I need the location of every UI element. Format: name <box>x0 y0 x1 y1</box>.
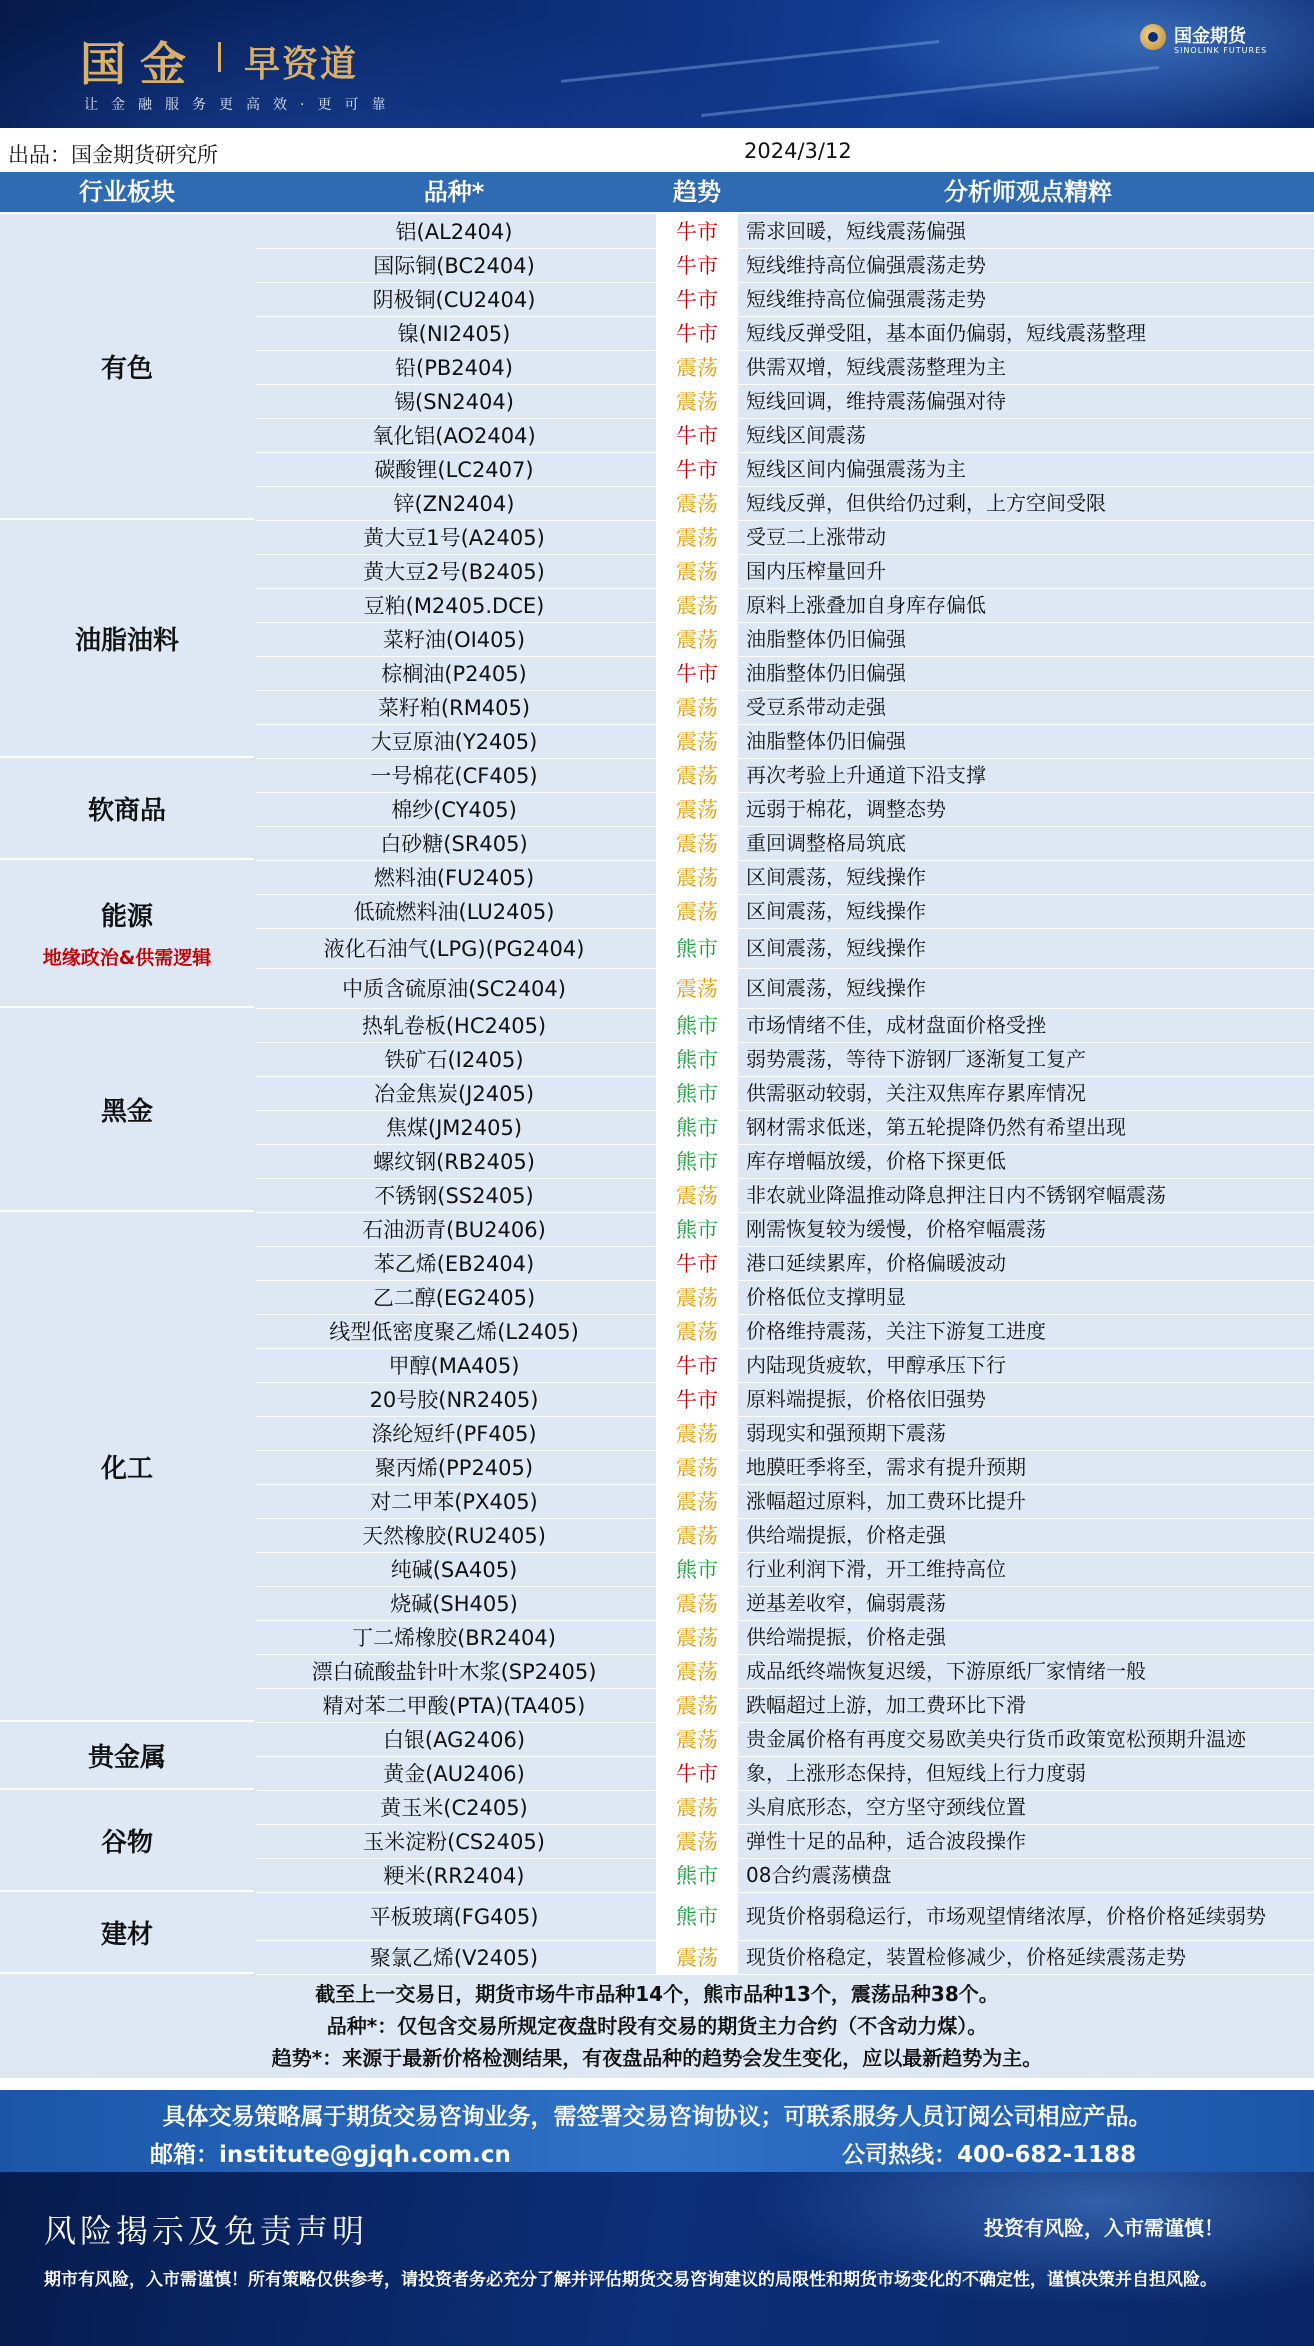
trend-cell: 震荡 <box>656 724 738 758</box>
logo-coin-icon <box>1140 24 1166 50</box>
trend-cell: 震荡 <box>656 384 738 418</box>
contact-bar <box>0 2090 1314 2172</box>
trend-cell: 震荡 <box>656 792 738 826</box>
view-cell: 受豆二上涨带动 <box>746 524 886 549</box>
trend-cell: 牛市 <box>656 1756 738 1790</box>
trend-cell: 震荡 <box>656 554 738 588</box>
trend-cell: 牛市 <box>656 1382 738 1416</box>
trend-cell: 熊市 <box>656 1110 738 1144</box>
table-row <box>256 724 1314 759</box>
trend-cell: 牛市 <box>656 1348 738 1382</box>
sector-name: 油脂油料 <box>74 625 179 656</box>
trend-cell: 震荡 <box>656 588 738 622</box>
trend-cell: 牛市 <box>656 316 738 350</box>
table-row <box>256 588 1314 623</box>
view-cell: 贵金属价格有再度交易欧美央行货币政策宽松预期升温迹 <box>746 1726 1246 1751</box>
trend-cell: 震荡 <box>656 826 738 860</box>
view-cell: 短线回调，维持震荡偏强对待 <box>746 388 1006 413</box>
view-cell: 原料上涨叠加自身库存偏低 <box>746 592 986 617</box>
report-date: 2024/3/12 <box>744 139 852 163</box>
table-row <box>256 350 1314 385</box>
banner-decoration <box>561 40 939 83</box>
table-row <box>256 1722 1314 1757</box>
disclaimer-text: 期市有风险，入市需谨慎！所有策略仅供参考，请投资者务必充分了解并评估期货交易咨询建议的局限性和期货市场变化的不确定性，谨慎决策并自担风险。 <box>44 2270 1217 2290</box>
view-cell: 受豆系带动走强 <box>746 694 886 719</box>
table-row <box>256 1518 1314 1553</box>
view-cell: 短线维持高位偏强震荡走势 <box>746 252 986 277</box>
sector-cell <box>0 1212 254 1722</box>
product-cell: 粳米(RR2404) <box>383 1864 525 1888</box>
table-row <box>256 1620 1314 1655</box>
table-row <box>256 248 1314 283</box>
trend-cell: 熊市 <box>656 1042 738 1076</box>
table-row <box>256 1246 1314 1281</box>
table-row <box>256 520 1314 555</box>
sector-name: 黑金 <box>100 1096 153 1127</box>
product-cell: 黄大豆1号(A2405) <box>363 526 545 550</box>
table-row <box>256 826 1314 861</box>
trend-cell: 震荡 <box>656 1450 738 1484</box>
view-cell: 供给端提振，价格走强 <box>746 1522 946 1547</box>
trend-cell: 熊市 <box>656 1552 738 1586</box>
view-cell: 国内压榨量回升 <box>746 558 886 583</box>
view-cell: 油脂整体仍旧偏强 <box>746 660 906 685</box>
view-cell: 短线反弹受阻，基本面仍偏弱，短线震荡整理 <box>746 320 1146 345</box>
product-cell: 焦煤(JM2405) <box>385 1116 523 1140</box>
view-cell: 价格低位支撑明显 <box>746 1284 906 1309</box>
view-cell: 短线维持高位偏强震荡走势 <box>746 286 986 311</box>
sector-name: 有色 <box>100 353 153 384</box>
view-cell: 原料端提振，价格依旧强势 <box>746 1386 986 1411</box>
consulting-notice: 具体交易策略属于期货交易咨询业务，需签署交易咨询协议；可联系服务人员订阅公司相应产品。 <box>162 2104 1152 2130</box>
view-cell: 供给端提振，价格走强 <box>746 1624 946 1649</box>
trend-cell: 震荡 <box>656 1586 738 1620</box>
table-row <box>256 384 1314 419</box>
sector-name: 化工 <box>100 1453 153 1484</box>
table-header <box>0 172 1314 212</box>
view-cell: 钢材需求低迷，第五轮提降仍然有希望出现 <box>746 1114 1126 1139</box>
table-row <box>256 1042 1314 1077</box>
product-cell: 黄大豆2号(B2405) <box>363 560 545 584</box>
product-cell: 镍(NI2405) <box>397 322 511 346</box>
product-cell: 中质含硫原油(SC2404) <box>342 977 566 1001</box>
table-row <box>256 452 1314 487</box>
view-cell: 头肩底形态，空方坚守颈线位置 <box>746 1794 1026 1819</box>
trend-cell: 牛市 <box>656 656 738 690</box>
table-row <box>256 1212 1314 1247</box>
trend-cell: 震荡 <box>656 1790 738 1824</box>
product-cell: 螺纹钢(RB2405) <box>373 1150 535 1174</box>
table-row <box>256 1280 1314 1315</box>
sector-name: 软商品 <box>87 795 166 826</box>
trend-cell: 震荡 <box>656 520 738 554</box>
table-row <box>256 928 1314 969</box>
view-cell: 区间震荡，短线操作 <box>746 864 926 889</box>
table-row <box>256 1178 1314 1213</box>
trend-cell: 震荡 <box>656 1314 738 1348</box>
product-cell: 聚氯乙烯(V2405) <box>369 1946 539 1970</box>
view-cell: 刚需恢复较为缓慢，价格窄幅震荡 <box>746 1216 1046 1241</box>
product-cell: 玉米淀粉(CS2405) <box>363 1830 545 1854</box>
trend-cell: 震荡 <box>656 1280 738 1314</box>
company-logo <box>1140 20 1290 60</box>
view-cell: 区间震荡，短线操作 <box>746 935 926 960</box>
brand-name: 国金 <box>80 37 200 91</box>
trend-cell: 熊市 <box>656 1076 738 1110</box>
view-cell: 现货价格弱稳运行，市场观望情绪浓厚，价格价格延续弱势 <box>746 1903 1266 1928</box>
view-cell: 跌幅超过上游，加工费环比下滑 <box>746 1692 1026 1717</box>
product-cell: 不锈钢(SS2405) <box>374 1184 534 1208</box>
product-cell: 聚丙烯(PP2405) <box>374 1456 534 1480</box>
view-cell: 需求回暖，短线震荡偏强 <box>746 218 966 243</box>
product-cell: 豆粕(M2405.DCE) <box>363 594 545 618</box>
sector-name: 谷物 <box>100 1827 153 1858</box>
product-cell: 铁矿石(I2405) <box>384 1048 524 1072</box>
product-cell: 烧碱(SH405) <box>390 1592 518 1616</box>
product-cell: 菜籽油(OI405) <box>382 628 526 652</box>
sector-note: 地缘政治&供需逻辑 <box>42 947 212 969</box>
sector-cell <box>0 1892 254 1974</box>
trend-cell: 熊市 <box>656 1892 738 1940</box>
table-row <box>256 1586 1314 1621</box>
table-row <box>256 1008 1314 1043</box>
view-cell: 市场情绪不佳，成材盘面价格受挫 <box>746 1012 1046 1037</box>
view-cell: 行业利润下滑，开工维持高位 <box>746 1556 1006 1581</box>
info-bar <box>0 134 1314 168</box>
view-cell: 弱势震荡，等待下游钢厂逐渐复工复产 <box>746 1046 1086 1071</box>
product-cell: 对二甲苯(PX405) <box>370 1490 538 1514</box>
view-cell: 区间震荡，短线操作 <box>746 898 926 923</box>
trend-cell: 震荡 <box>656 1688 738 1722</box>
trend-cell: 牛市 <box>656 1246 738 1280</box>
product-cell: 精对苯二甲酸(PTA)(TA405) <box>322 1694 586 1718</box>
view-cell: 油脂整体仍旧偏强 <box>746 728 906 753</box>
summary-line: 趋势*：来源于最新价格检测结果，有夜盘品种的趋势会发生变化，应以最新趋势为主。 <box>271 2046 1043 2070</box>
trend-cell: 震荡 <box>656 1940 738 1974</box>
trend-cell: 牛市 <box>656 248 738 282</box>
view-cell: 供需驱动较弱，关注双焦库存累库情况 <box>746 1080 1086 1105</box>
sector-cell <box>0 1790 254 1892</box>
table-row <box>256 316 1314 351</box>
view-cell: 再次考验上升通道下沿支撑 <box>746 762 986 787</box>
trend-cell: 震荡 <box>656 1824 738 1858</box>
table-row <box>256 214 1314 249</box>
contact-email[interactable]: 邮箱：institute@gjqh.com.cn <box>150 2142 511 2168</box>
trend-cell: 震荡 <box>656 1722 738 1756</box>
trend-cell: 震荡 <box>656 1620 738 1654</box>
table-row <box>256 1076 1314 1111</box>
product-cell: 碳酸锂(LC2407) <box>374 458 534 482</box>
sector-cell <box>0 860 254 1008</box>
view-cell: 涨幅超过原料，加工费环比提升 <box>746 1488 1026 1513</box>
table-row <box>256 1348 1314 1383</box>
product-cell: 液化石油气(LPG)(PG2404) <box>323 937 585 961</box>
table-row <box>256 1416 1314 1451</box>
producer-label: 出品：国金期货研究所 <box>8 143 218 167</box>
product-cell: 乙二醇(EG2405) <box>372 1286 536 1310</box>
summary-line: 品种*：仅包含交易所规定夜盘时段有交易的期货主力合约（不含动力煤）。 <box>326 2014 988 2038</box>
trend-cell: 熊市 <box>656 1858 738 1892</box>
view-cell: 短线区间震荡 <box>746 422 866 447</box>
view-cell: 08合约震荡横盘 <box>746 1862 892 1887</box>
product-cell: 涤纶短纤(PF405) <box>371 1422 537 1446</box>
product-cell: 白砂糖(SR405) <box>380 832 528 856</box>
view-cell: 弹性十足的品种，适合波段操作 <box>746 1828 1026 1853</box>
table-row <box>256 1824 1314 1859</box>
table-row <box>256 1450 1314 1485</box>
trend-cell: 震荡 <box>656 894 738 928</box>
product-cell: 纯碱(SA405) <box>390 1558 518 1582</box>
product-cell: 白银(AG2406) <box>382 1728 526 1752</box>
column-header-sector: 行业板块 <box>79 178 175 206</box>
table-body <box>0 214 1314 2078</box>
trend-cell: 熊市 <box>656 1008 738 1042</box>
view-cell: 逆基差收窄，偏弱震荡 <box>746 1590 946 1615</box>
table-row <box>256 1314 1314 1349</box>
table-row <box>256 486 1314 521</box>
product-cell: 铅(PB2404) <box>395 356 513 380</box>
view-cell: 弱现实和强预期下震荡 <box>746 1420 946 1445</box>
product-cell: 丁二烯橡胶(BR2404) <box>352 1626 556 1650</box>
banner-decoration <box>701 66 1159 117</box>
table-row <box>256 282 1314 317</box>
product-cell: 低硫燃料油(LU2405) <box>353 900 555 924</box>
trend-cell: 震荡 <box>656 758 738 792</box>
table-row <box>256 554 1314 589</box>
view-cell: 非农就业降温推动降息押注日内不锈钢窄幅震荡 <box>746 1182 1166 1207</box>
view-cell: 象，上涨形态保持，但短线上行力度弱 <box>746 1760 1086 1785</box>
table-row <box>256 1892 1314 1941</box>
trend-cell: 震荡 <box>656 486 738 520</box>
table-row <box>256 1858 1314 1893</box>
view-cell: 成品纸终端恢复迟缓，下游原纸厂家情绪一般 <box>746 1658 1146 1683</box>
sector-name: 建材 <box>100 1919 153 1950</box>
view-cell: 重回调整格局筑底 <box>746 830 906 855</box>
trend-cell: 震荡 <box>656 860 738 894</box>
trend-cell: 震荡 <box>656 1178 738 1212</box>
product-cell: 冶金焦炭(J2405) <box>373 1082 535 1106</box>
table-row <box>256 1382 1314 1417</box>
table-row <box>256 690 1314 725</box>
product-cell: 锡(SN2404) <box>394 390 514 414</box>
product-cell: 阴极铜(CU2404) <box>372 288 536 312</box>
header-banner <box>0 0 1314 128</box>
risk-slogan: 投资有风险，入市需谨慎！ <box>984 2216 1224 2240</box>
product-cell: 棕榈油(P2405) <box>381 662 527 686</box>
table-row <box>256 894 1314 929</box>
trend-cell: 震荡 <box>656 350 738 384</box>
table-row <box>256 656 1314 691</box>
product-cell: 黄玉米(C2405) <box>380 1796 528 1820</box>
table-row <box>256 1790 1314 1825</box>
table-row <box>256 622 1314 657</box>
column-header-trend: 趋势 <box>673 178 721 206</box>
view-cell: 短线反弹，但供给仍过剩，上方空间受限 <box>746 490 1106 515</box>
table-row <box>256 1688 1314 1723</box>
product-cell: 天然橡胶(RU2405) <box>362 1524 546 1548</box>
product-cell: 国际铜(BC2404) <box>373 254 535 278</box>
sector-cell <box>0 1722 254 1790</box>
product-cell: 大豆原油(Y2405) <box>370 730 538 754</box>
sector-cell <box>0 758 254 860</box>
product-cell: 20号胶(NR2405) <box>369 1388 539 1412</box>
brand-divider <box>218 42 221 72</box>
product-cell: 燃料油(FU2405) <box>373 866 535 890</box>
table-row <box>256 968 1314 1009</box>
logo-name-en: SINOLINK FUTURES <box>1174 46 1268 55</box>
product-cell: 菜籽粕(RM405) <box>377 696 531 720</box>
view-cell: 短线区间内偏强震荡为主 <box>746 456 966 481</box>
column-header-view: 分析师观点精粹 <box>944 178 1112 206</box>
product-cell: 黄金(AU2406) <box>383 1762 525 1786</box>
product-cell: 氧化铝(AO2404) <box>372 424 536 448</box>
table-row <box>256 1756 1314 1791</box>
view-cell: 港口延续累库，价格偏暖波动 <box>746 1250 1006 1275</box>
trend-cell: 牛市 <box>656 452 738 486</box>
trend-cell: 熊市 <box>656 1144 738 1178</box>
view-cell: 油脂整体仍旧偏强 <box>746 626 906 651</box>
contact-hotline: 公司热线：400-682-1188 <box>842 2142 1137 2168</box>
product-cell: 棉纱(CY405) <box>391 798 517 822</box>
product-cell: 甲醇(MA405) <box>388 1354 520 1378</box>
view-cell: 库存增幅放缓，价格下探更低 <box>746 1148 1006 1173</box>
logo-name-cn: 国金期货 <box>1174 26 1246 47</box>
trend-cell: 牛市 <box>656 214 738 248</box>
table-row <box>256 1654 1314 1689</box>
table-row <box>256 1484 1314 1519</box>
sector-cell <box>0 214 254 520</box>
sector-name: 贵金属 <box>87 1742 166 1773</box>
view-cell: 供需双增，短线震荡整理为主 <box>746 354 1006 379</box>
view-cell: 地膜旺季将至，需求有提升预期 <box>746 1454 1026 1479</box>
view-cell: 远弱于棉花，调整态势 <box>746 796 946 821</box>
disclaimer-title: 风险揭示及免责声明 <box>44 2212 369 2250</box>
product-cell: 一号棉花(CF405) <box>370 764 538 788</box>
product-cell: 石油沥青(BU2406) <box>362 1218 546 1242</box>
view-cell: 价格维持震荡，关注下游复工进度 <box>746 1318 1046 1343</box>
trend-cell: 震荡 <box>656 1654 738 1688</box>
table-row <box>256 1552 1314 1587</box>
product-cell: 苯乙烯(EB2404) <box>373 1252 535 1276</box>
column-header-product: 品种* <box>423 178 485 206</box>
product-cell: 铝(AL2404) <box>395 220 513 244</box>
trend-cell: 牛市 <box>656 282 738 316</box>
trend-cell: 震荡 <box>656 690 738 724</box>
view-cell: 现货价格稳定，装置检修减少，价格延续震荡走势 <box>746 1944 1186 1969</box>
product-cell: 平板玻璃(FG405) <box>369 1905 539 1929</box>
table-row <box>256 758 1314 793</box>
sector-cell <box>0 520 254 758</box>
disclaimer-footer <box>0 2172 1314 2346</box>
trend-cell: 震荡 <box>656 1484 738 1518</box>
sector-name: 能源 <box>100 902 153 932</box>
product-cell: 漂白硫酸盐针叶木浆(SP2405) <box>311 1660 597 1684</box>
trend-cell: 震荡 <box>656 622 738 656</box>
table-row <box>256 418 1314 453</box>
trend-cell: 牛市 <box>656 418 738 452</box>
product-cell: 线型低密度聚乙烯(L2405) <box>329 1320 579 1344</box>
product-cell: 热轧卷板(HC2405) <box>361 1014 547 1038</box>
sector-cell <box>0 1008 254 1212</box>
view-cell: 区间震荡，短线操作 <box>746 975 926 1000</box>
product-cell: 锌(ZN2404) <box>393 492 515 516</box>
trend-cell: 熊市 <box>656 1212 738 1246</box>
table-row <box>256 1940 1314 1975</box>
table-row <box>256 860 1314 895</box>
brand-subtitle: 早资道 <box>244 44 359 85</box>
table-row <box>256 1144 1314 1179</box>
trend-cell: 熊市 <box>656 928 738 968</box>
trend-cell: 震荡 <box>656 1518 738 1552</box>
view-cell: 内陆现货疲软，甲醇承压下行 <box>746 1352 1006 1377</box>
brand-tagline: 让金融服务更高效·更可靠 <box>84 97 399 113</box>
summary-line: 截至上一交易日，期货市场牛市品种14个，熊市品种13个，震荡品种38个。 <box>315 1982 999 2006</box>
table-row <box>256 1110 1314 1145</box>
trend-cell: 震荡 <box>656 1416 738 1450</box>
table-row <box>256 792 1314 827</box>
trend-cell: 震荡 <box>656 968 738 1008</box>
